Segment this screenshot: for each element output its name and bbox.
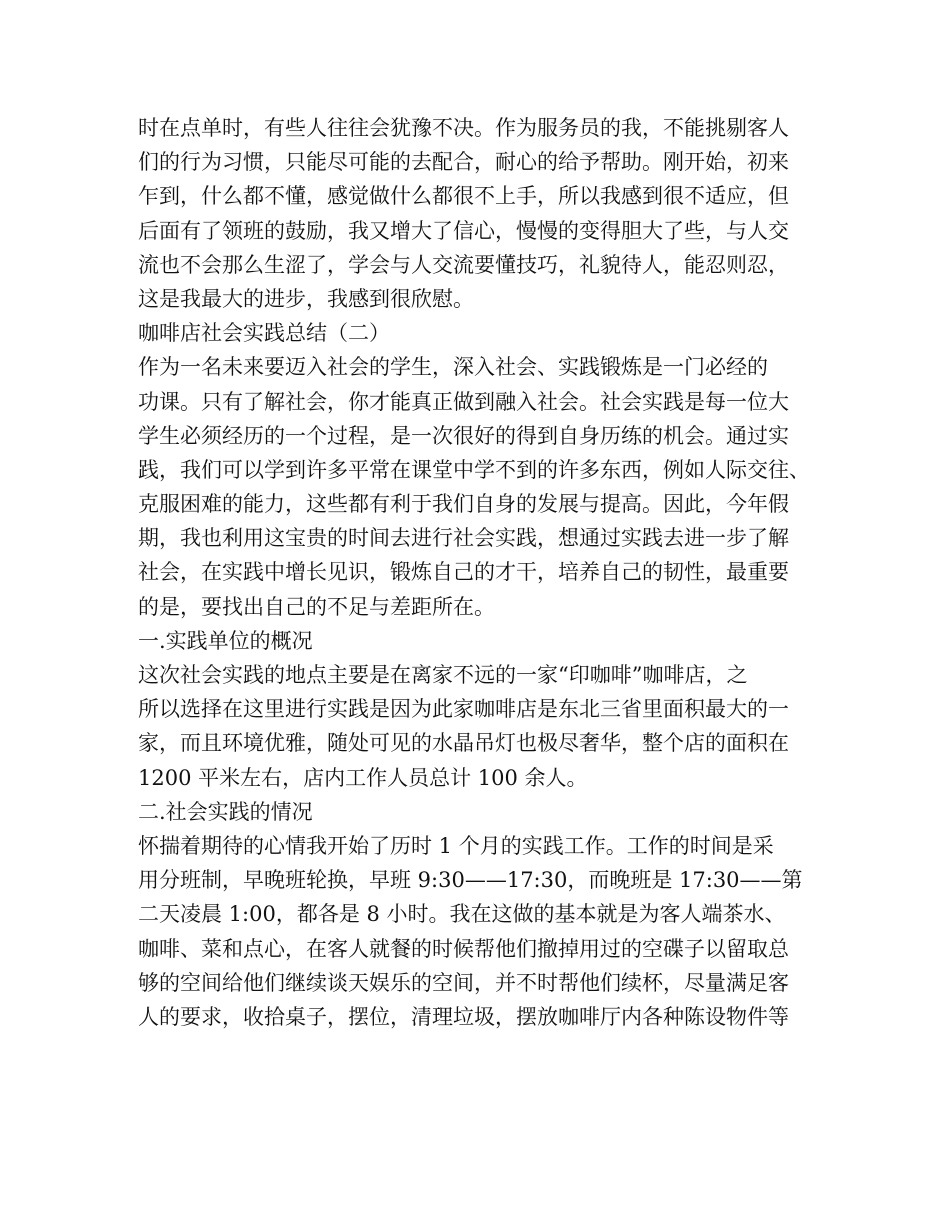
text-line: 这是我最大的进步，我感到很欣慰。: [138, 286, 474, 311]
text-line: 够的空间给他们继续谈天娱乐的空间，并不时帮他们续杯，尽量满足客: [138, 970, 789, 995]
section-heading: 一.实践单位的概况: [138, 628, 313, 653]
text-line: 这次社会实践的地点主要是在离家不远的一家“印咖啡”咖啡店，之: [138, 663, 748, 687]
text-line: 怀揣着期待的心情我开始了历时 1 个月的实践工作。工作的时间是采: [138, 833, 774, 858]
text-line: 的是，要找出自己的不足与差距所在。: [138, 594, 495, 619]
section-heading: 二.社会实践的情况: [138, 799, 313, 824]
text-line: 时在点单时，有些人往往会犹豫不决。作为服务员的我，不能挑剔客人: [138, 116, 789, 140]
document-body: [138, 111, 818, 1034]
text-line: 功课。只有了解社会，你才能真正做到融入社会。社会实践是每一位大: [138, 389, 789, 414]
text-line: 后面有了领班的鼓励，我又增大了信心，慢慢的变得胆大了些，与人交: [138, 218, 789, 243]
text-line: 二天凌晨 1:00，都各是 8 小时。我在这做的基本就是为客人端茶水、: [138, 902, 786, 927]
text-line: 用分班制，早晚班轮换，早班 9:30——17:30，而晚班是 17:30——第: [138, 868, 803, 893]
text-line: 1200 平米左右，店内工作人员总计 100 余人。: [138, 765, 588, 790]
text-line: 社会，在实践中增长见识，锻炼自己的才干，培养自己的韧性，最重要: [138, 560, 789, 585]
text-line: 人的要求，收拾桌子，摆位，清理垃圾，摆放咖啡厅内各种陈设物件等: [138, 1004, 789, 1029]
text-line: 作为一名未来要迈入社会的学生，深入社会、实践锻炼是一门必经的: [138, 355, 768, 380]
section-heading: 咖啡店社会实践总结（二）: [138, 321, 390, 346]
text-line: 期，我也利用这宝贵的时间去进行社会实践，想通过实践去进一步了解: [138, 526, 789, 551]
text-line: 家，而且环境优雅，随处可见的水晶吊灯也极尽奢华，整个店的面积在: [138, 731, 789, 756]
text-line: 们的行为习惯，只能尽可能的去配合，耐心的给予帮助。刚开始，初来: [138, 150, 789, 175]
text-line: 所以选择在这里进行实践是因为此家咖啡店是东北三省里面积最大的一: [138, 697, 789, 722]
text-line: 践，我们可以学到许多平常在课堂中学不到的许多东西，例如人际交往、: [138, 457, 810, 482]
text-line: 学生必须经历的一个过程，是一次很好的得到自身历练的机会。通过实: [138, 423, 789, 448]
text-line: 咖啡、菜和点心，在客人就餐的时候帮他们撤掉用过的空碟子以留取总: [138, 936, 789, 961]
text-line: 乍到，什么都不懂，感觉做什么都很不上手，所以我感到很不适应，但: [138, 184, 789, 209]
text-line: 克服困难的能力，这些都有利于我们自身的发展与提高。因此，今年假: [138, 492, 789, 517]
text-line: 流也不会那么生涩了，学会与人交流要懂技巧，礼貌待人，能忍则忍，: [138, 252, 789, 277]
